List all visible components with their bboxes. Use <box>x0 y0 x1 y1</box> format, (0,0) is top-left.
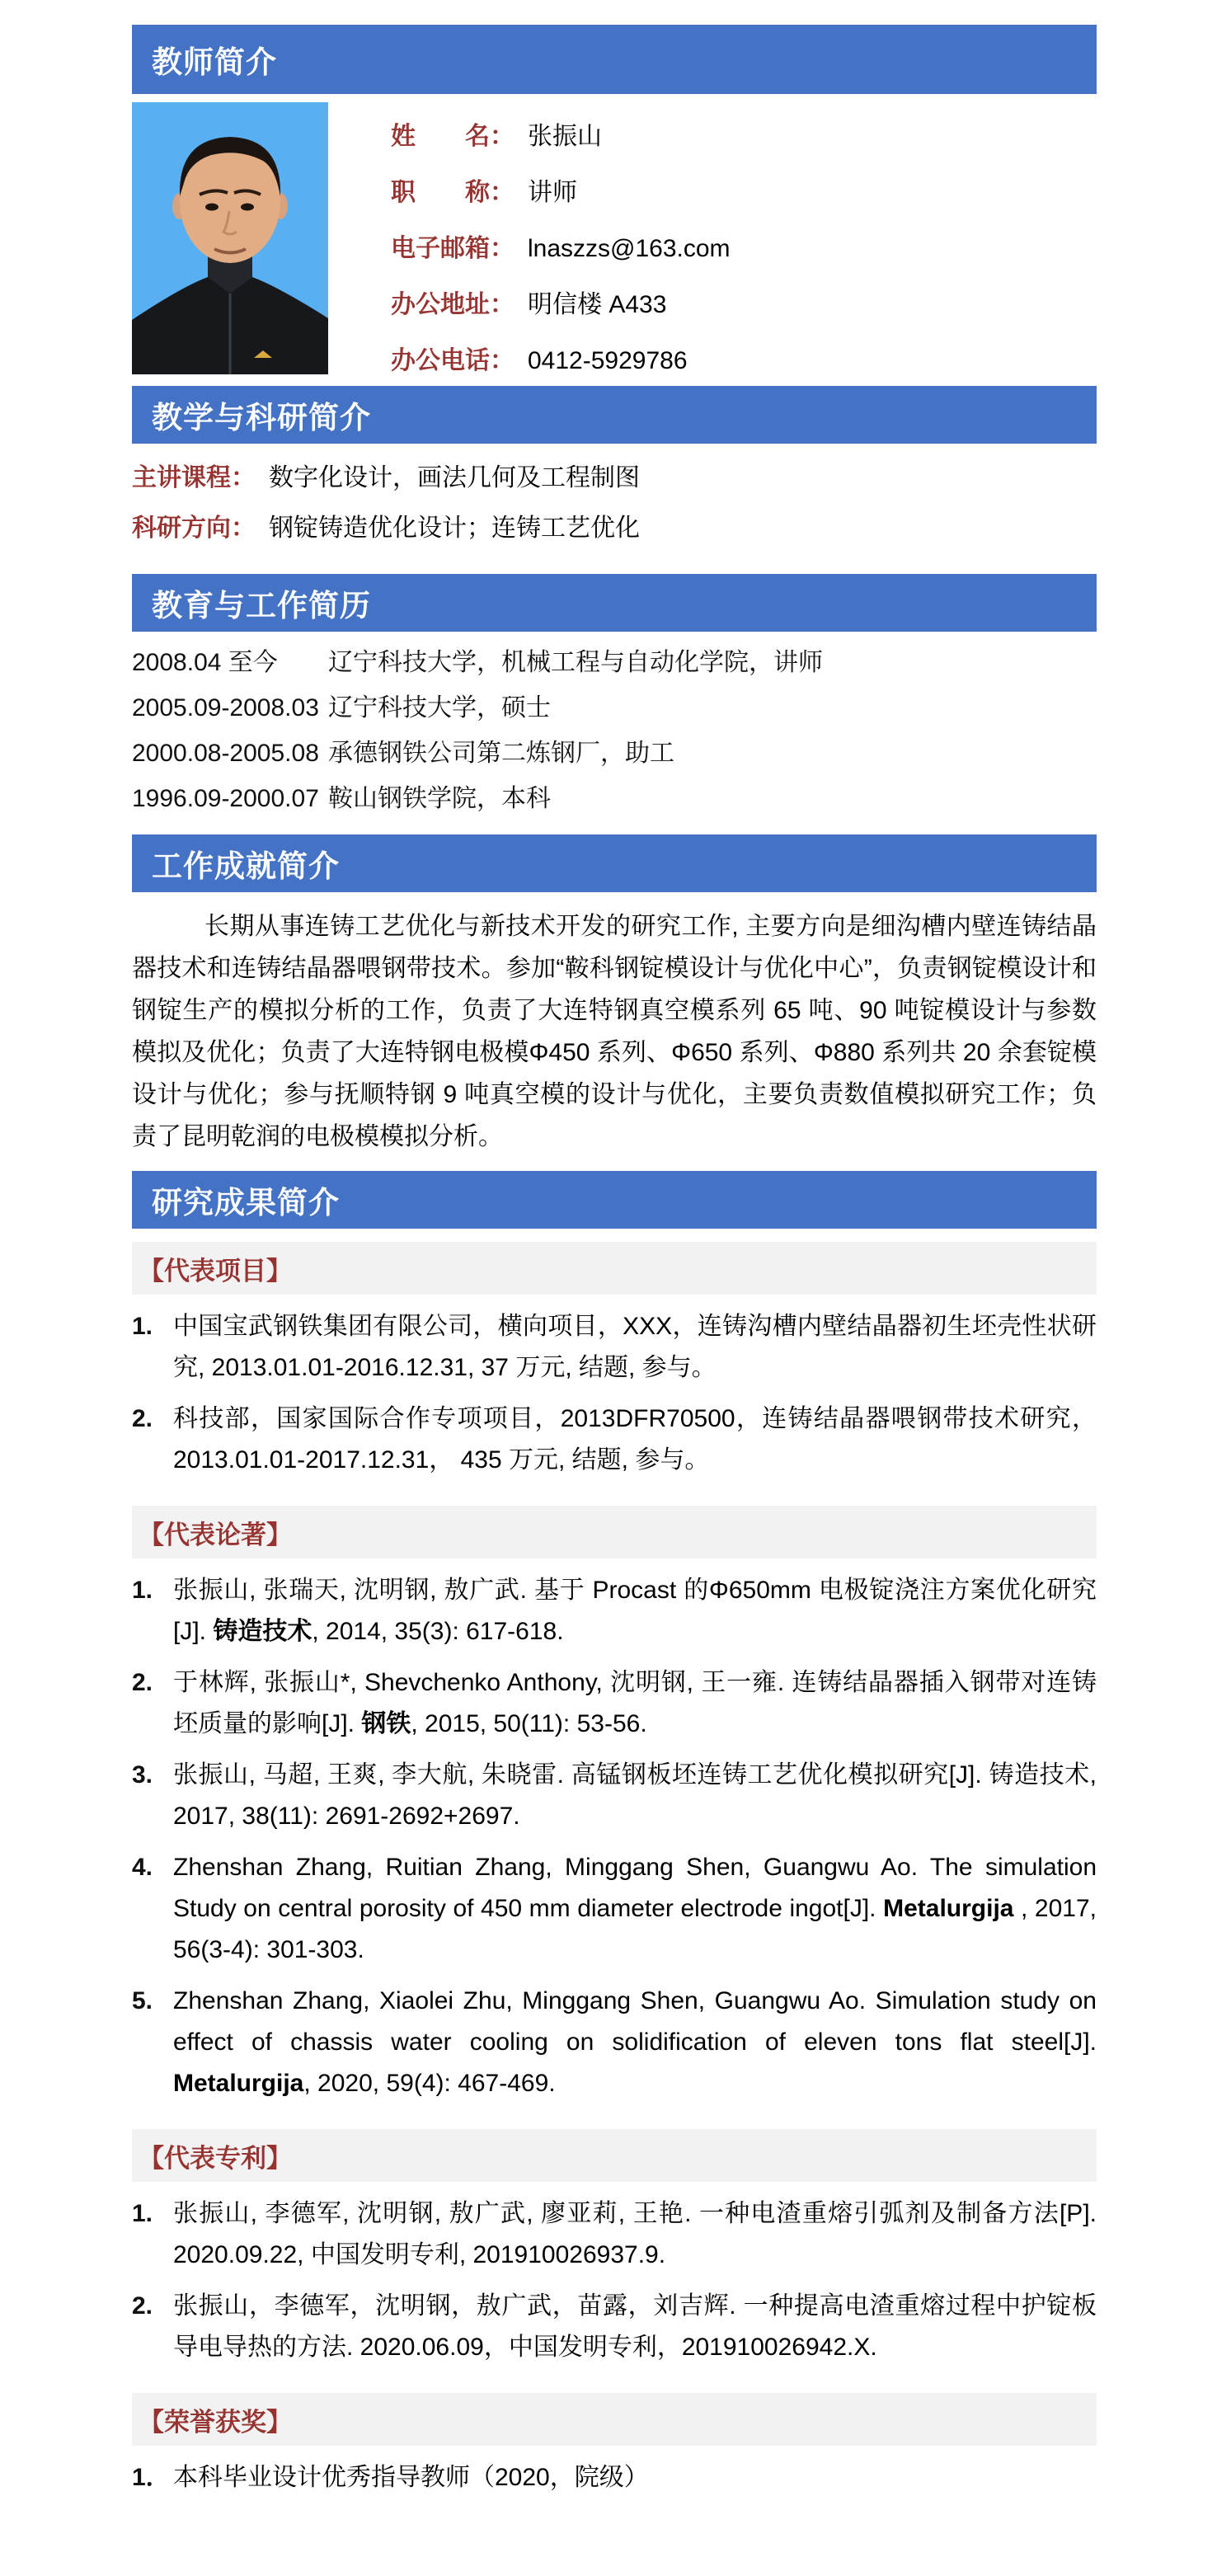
subsection-item-list <box>132 2182 1097 2380</box>
education-period: 2008.04 至今 <box>132 649 278 676</box>
research-subsections <box>132 1242 1097 2510</box>
list-item <box>132 1847 1097 1971</box>
field-label: 姓 名： <box>391 123 515 150</box>
item-number: 1. <box>132 1313 153 1340</box>
subsection-heading-band <box>132 2393 1097 2446</box>
subsection-heading: 【荣誉获奖】 <box>139 2407 292 2437</box>
item-number: 2. <box>132 2292 153 2320</box>
education-description: 辽宁科技大学，机械工程与自动化学院，讲师 <box>328 649 823 676</box>
education-entry-row <box>132 740 1097 766</box>
section-title-teaching-research: 教学与科研简介 <box>152 401 371 435</box>
item-number: 1. <box>132 1577 153 1604</box>
section-bar-education-work <box>132 574 1097 632</box>
education-entry-row <box>132 650 1097 675</box>
item-text-segment: , 2014, 35(3): 617-618. <box>312 1618 564 1645</box>
item-text-segment: , 2015, 50(11): 53-56. <box>411 1710 647 1737</box>
item-text <box>173 1981 1097 2104</box>
item-text-segment: , 2017, 56(3-4): 301-303. <box>173 1895 1097 1963</box>
field-value: 明信楼 A433 <box>528 291 667 318</box>
subsection-heading: 【代表项目】 <box>139 1256 292 1286</box>
field-label: 科研方向： <box>132 515 256 542</box>
list-item <box>132 2193 1097 2276</box>
item-text-segment: 于林辉, 张振山*, Shevchenko Anthony, 沈明钢, 王一雍. 连铸结晶器插入钢带对连铸坯质量的影响[J]. <box>173 1669 1097 1737</box>
section-bar-research-results <box>132 1171 1097 1229</box>
subsection-item-list <box>132 2446 1097 2510</box>
item-number: 2. <box>132 1669 153 1696</box>
item-text-segment: 张振山, 李德军, 沈明钢, 敖广武, 廖亚莉, 王艳. 一种电渣重熔引弧剂及制备方法[P]. 2020.09.22, 中国发明专利, 201910026937.9. <box>173 2200 1097 2268</box>
item-text-segment: 本科毕业设计优秀指导教师（2020，院级） <box>173 2464 649 2491</box>
item-text-segment: , 2020, 59(4): 467-469. <box>303 2070 556 2097</box>
journal-name: Metalurgija <box>173 2070 304 2097</box>
list-item <box>132 1981 1097 2104</box>
field-value: 数字化设计，画法几何及工程制图 <box>269 464 640 491</box>
item-text-segment: 张振山, 马超, 王爽, 李大航, 朱晓雷. 高锰钢板坯连铸工艺优化模拟研究[J]. 铸造技术, 2017, 38(11): 2691-2692+2697. <box>173 1761 1097 1830</box>
section-bar-teaching-research <box>132 386 1097 444</box>
education-period: 2005.09-2008.03 <box>132 694 319 722</box>
education-period: 1996.09-2000.07 <box>132 785 319 812</box>
subsection-item-list <box>132 1558 1097 2116</box>
list-item <box>132 1398 1097 1481</box>
item-number: 5. <box>132 1987 153 2014</box>
teaching-fields <box>132 444 1097 562</box>
list-item <box>132 1755 1097 1837</box>
profile-field-row <box>391 348 731 374</box>
item-number: 2. <box>132 1405 153 1432</box>
profile-fields <box>328 102 731 374</box>
item-text-segment: 科技部，国家国际合作专项项目，2013DFR70500，连铸结晶器喂钢带技术研究，2013.01.01-2017.12.31， 435 万元, 结题, 参与。 <box>173 1405 1097 1474</box>
field-label: 职 称： <box>391 179 515 206</box>
item-number: 1. <box>132 2200 153 2227</box>
profile-field-row <box>391 180 731 205</box>
list-item <box>132 1570 1097 1652</box>
field-value: 张振山 <box>528 123 602 150</box>
education-entry-row <box>132 786 1097 811</box>
profile-photo <box>132 102 328 374</box>
education-period: 2000.08-2005.08 <box>132 740 319 767</box>
field-value: 讲师 <box>528 179 577 206</box>
education-description: 承德钢铁公司第二炼钢厂，助工 <box>328 740 674 767</box>
portrait-illustration <box>132 102 328 374</box>
journal-name: 钢铁 <box>361 1710 411 1737</box>
journal-name: Metalurgija <box>883 1895 1014 1922</box>
item-text <box>173 1662 1097 1745</box>
teaching-field-row <box>132 515 1097 541</box>
field-value: lnaszzs@163.com <box>528 235 731 262</box>
list-item <box>132 2286 1097 2368</box>
section-title-research-results: 研究成果简介 <box>152 1186 340 1220</box>
teaching-field-row <box>132 465 1097 491</box>
item-text-segment: 张振山, 张瑞天, 沈明钢, 敖广武. 基于 Procast 的Φ650mm 电极锭浇注方案优化研究[J]. <box>173 1577 1097 1645</box>
profile-field-row <box>391 124 731 149</box>
subsection-heading: 【代表专利】 <box>139 2143 292 2173</box>
list-item <box>132 1306 1097 1389</box>
item-text <box>173 2193 1097 2276</box>
education-entry-row <box>132 695 1097 721</box>
field-label: 电子邮箱： <box>391 235 515 262</box>
education-description: 辽宁科技大学，硕士 <box>328 694 551 722</box>
section-title-work-achievements: 工作成就简介 <box>152 849 340 883</box>
education-entries <box>132 632 1097 823</box>
field-label: 办公地址： <box>391 291 515 318</box>
item-text-segment: Zhenshan Zhang, Xiaolei Zhu, Minggang Shen, Guangwu Ao. Simulation study on effect of chassis water cooling on solidification of eleven tons flat steel[J]. <box>173 1987 1097 2056</box>
field-value: 钢锭铸造优化设计；连铸工艺优化 <box>269 515 640 542</box>
education-description: 鞍山钢铁学院，本科 <box>328 785 551 812</box>
list-item <box>132 2457 1097 2498</box>
item-text <box>173 2286 1097 2368</box>
subsection-heading: 【代表论著】 <box>139 1520 292 1549</box>
profile-field-row <box>391 292 731 317</box>
profile-field-row <box>391 236 731 261</box>
item-number: 1． <box>132 2464 171 2491</box>
subsection-heading-band <box>132 2129 1097 2182</box>
achievements-paragraph: 长期从事连铸工艺优化与新技术开发的研究工作, 主要方向是细沟槽内壁连铸结晶器技术和连铸结晶器喂钢带技术。参加“鞍科钢锭模设计与优化中心”，负责钢锭模设计和钢锭生产的模拟分析的工作，负责了大连特钢真空模系列 65 吨、90 吨锭模设计与参数模拟及优化；负责了大连特钢电极模Φ450 系列、Φ650 系列、Φ880 系列共 20 余套锭模设计与优化；参与抚顺特钢 9 吨真空模的设计与优化，主要负责数值模拟研究工作；负责了昆明乾润的电极模模拟分析。 <box>132 913 1097 1150</box>
section-bar-teacher-intro <box>132 25 1097 94</box>
field-label: 主讲课程： <box>132 464 256 491</box>
subsection-heading-band <box>132 1242 1097 1295</box>
subsection-heading-band <box>132 1506 1097 1558</box>
section-title-teacher-intro: 教师简介 <box>152 45 277 79</box>
section-bar-work-achievements <box>132 834 1097 892</box>
field-value: 0412-5929786 <box>528 347 688 374</box>
item-text <box>173 1755 1097 1837</box>
item-text <box>173 1570 1097 1652</box>
item-number: 3. <box>132 1761 153 1789</box>
subsection-item-list <box>132 1295 1097 1492</box>
item-text-segment: 张振山，李德军，沈明钢，敖广武，苗露，刘吉辉. 一种提高电渣重熔过程中护锭板导电导热的方法. 2020.06.09，中国发明专利，201910026942.X. <box>173 2292 1097 2361</box>
journal-name: 铸造技术 <box>213 1618 312 1645</box>
section-title-education-work: 教育与工作简历 <box>152 589 371 623</box>
item-text-segment: Zhenshan Zhang, Ruitian Zhang, Minggang Shen, Guangwu Ao. The simulation Study on central porosity of 450 mm diameter electrode ingot[J]. <box>173 1854 1097 1922</box>
field-label: 办公电话： <box>391 347 515 374</box>
item-text <box>173 2457 1097 2498</box>
item-text <box>173 1306 1097 1389</box>
item-number: 4. <box>132 1854 153 1881</box>
item-text <box>173 1398 1097 1481</box>
item-text-segment: 中国宝武钢铁集团有限公司，横向项目，XXX，连铸沟槽内壁结晶器初生坯壳性状研究, 2013.01.01-2016.12.31, 37 万元, 结题, 参与。 <box>173 1313 1097 1381</box>
item-text <box>173 1847 1097 1971</box>
list-item <box>132 1662 1097 1745</box>
profile-section <box>132 102 1097 374</box>
